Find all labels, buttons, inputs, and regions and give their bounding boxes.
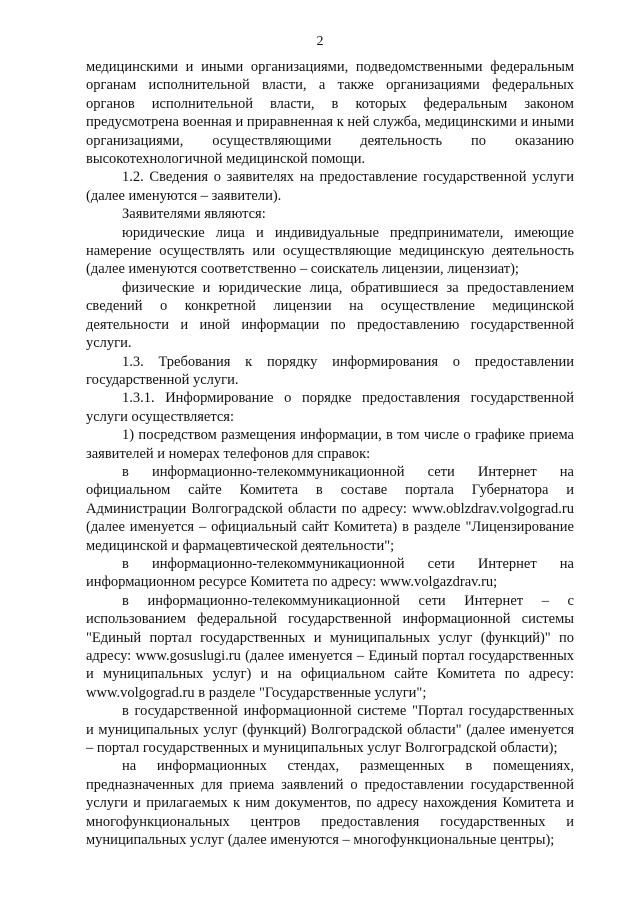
paragraph: в государственной информационной системе "Портал государственных и муниципальных услуг (функций) Волгоградской области" (далее именуется – портал государственных и муниципальных услуг Волгоградской области);: [86, 703, 574, 757]
paragraph: 1.2. Сведения о заявителях на предоставление государственной услуги (далее именуются – заявители).: [86, 169, 574, 204]
paragraph: Заявителями являются:: [122, 206, 266, 223]
paragraph: 1.3.1. Информирование о порядке предоставления государственной услуги осуществляется:: [86, 390, 574, 425]
paragraph: 1) посредством размещения информации, в том числе о графике приема заявителей и номерах телефонов для справок:: [86, 427, 574, 462]
paragraph: в информационно-телекоммуникационной сети Интернет – с использованием федеральной государственной информационной системы "Единый портал государственных и муниципальных услуг (функций)" по адресу: www.gosuslugi.ru (далее именуется – Единый портал государственных и муниципальных услуг) и на официальном сайте Комитета по адресу: www.volgograd.ru в разделе "Государственные услуги";: [86, 592, 574, 701]
document-body: [86, 58, 574, 849]
paragraph: юридические лица и индивидуальные предприниматели, имеющие намерение осуществлять или осуществляющие медицинскую деятельность (далее именуются соответственно – соискатель лицензии, лицензиат);: [86, 224, 574, 278]
paragraph: на информационных стендах, размещенных в помещениях, предназначенных для приема заявлений о предоставлении государственной услуги и прилагаемых к ним документов, по адресу нахождения Комитета и многофункциональных центров предоставления государственных и муниципальных услуг (далее именуются – многофункциональные центры);: [86, 758, 574, 849]
paragraph: медицинскими и иными организациями, подведомственными федеральным органам исполнительной власти, а также организациями федеральных органов исполнительной власти, в которых федеральным законом предусмотрена военная и приравненная к ней служба, медицинскими и иными организациями, осуществляющими деятельность по оказанию высокотехнологичной медицинской помощи.: [86, 59, 574, 168]
paragraph: 1.3. Требования к порядку информирования о предоставлении государственной услуги.: [86, 353, 574, 388]
paragraph: физические и юридические лица, обратившиеся за предоставлением сведений о конкретной лицензии на осуществление медицинской деятельности и иной информации по предоставлению государственной услуги.: [86, 279, 574, 352]
paragraph: в информационно-телекоммуникационной сети Интернет на официальном сайте Комитета в составе портала Губернатора и Администрации Волгоградской области по адресу: www.oblzdrav.volgograd.ru (далее именуется – официальный сайт Комитета) в разделе "Лицензирование медицинской и фармацевтической деятельности";: [86, 463, 574, 554]
page-number: 2: [316, 34, 324, 49]
paragraph: в информационно-телекоммуникационной сети Интернет на информационном ресурсе Комитета по адресу: www.volgazdrav.ru;: [86, 555, 574, 591]
